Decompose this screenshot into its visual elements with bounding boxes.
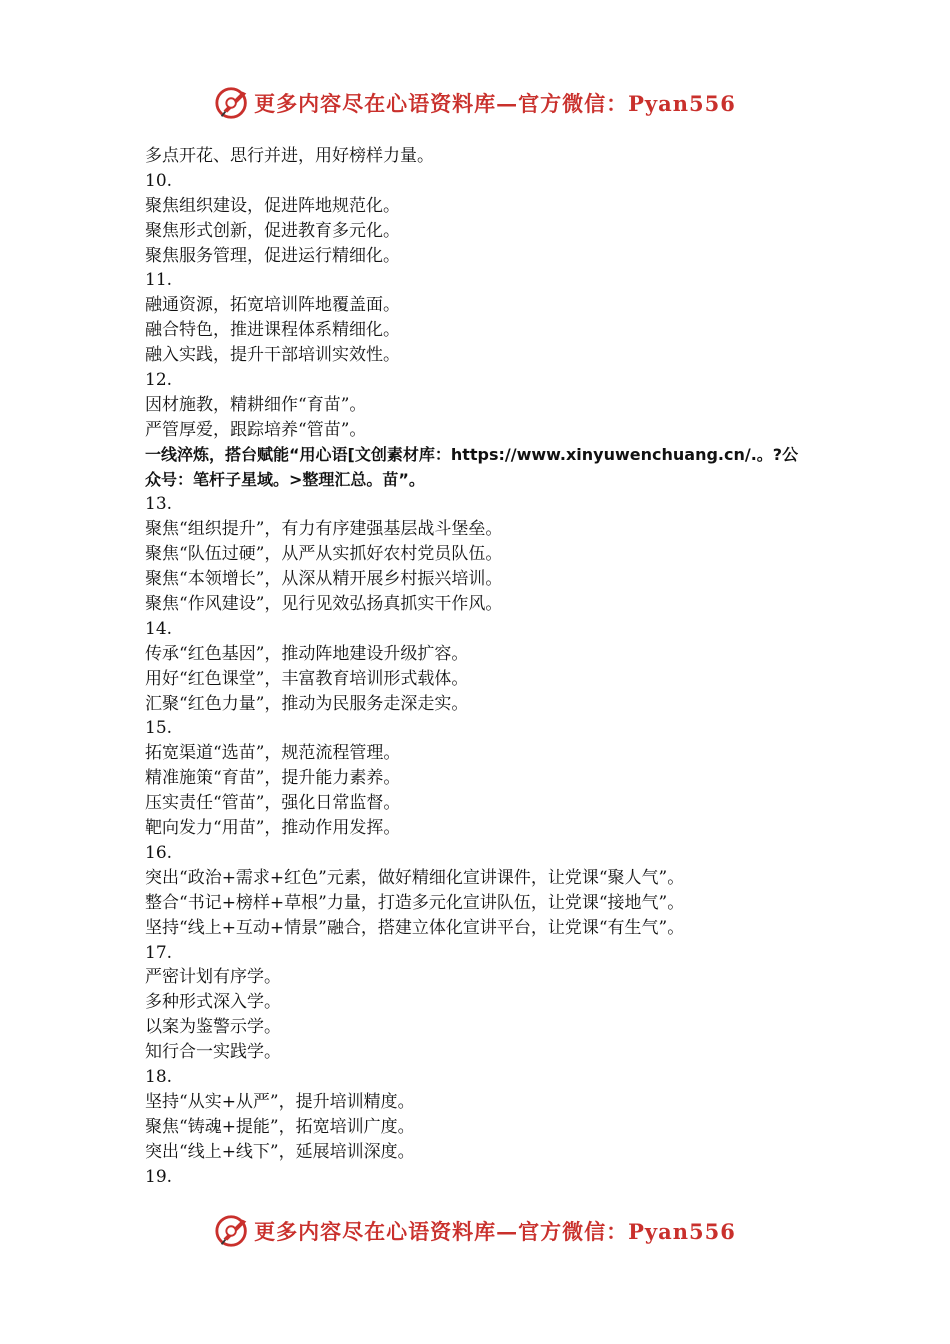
text-line: 因材施教，精耕细作“育苗”。 bbox=[145, 394, 367, 415]
text-line: 聚焦服务管理，促进运行精细化。 bbox=[145, 245, 400, 266]
header-banner-text: 更多内容尽在心语资料库—官方微信：Pyan556 bbox=[254, 91, 736, 116]
footer-banner-text: 更多内容尽在心语资料库—官方微信：Pyan556 bbox=[254, 1219, 736, 1244]
item-number: 18. bbox=[145, 1066, 173, 1087]
item-number: 10. bbox=[145, 170, 173, 191]
text-line: 知行合一实践学。 bbox=[145, 1042, 281, 1063]
text-line: 以案为鉴警示学。 bbox=[145, 1017, 281, 1038]
text-line: 压实责任“管苗”，强化日常监督。 bbox=[145, 793, 401, 814]
item-number: 17. bbox=[145, 942, 173, 963]
item-number: 15. bbox=[145, 718, 173, 739]
text-line: 严密计划有序学。 bbox=[145, 967, 281, 988]
text-line: 传承“红色基因”，推动阵地建设升级扩容。 bbox=[145, 643, 469, 664]
text-line: 严管厚爱，跟踪培养“管苗”。 bbox=[145, 419, 367, 440]
item-number: 11. bbox=[145, 270, 173, 291]
text-line: 突出“政治+需求+红色”元素，做好精细化宣讲课件，让党课“聚人气”。 bbox=[145, 867, 685, 888]
text-line: 用好“红色课堂”，丰富教育培训形式载体。 bbox=[145, 668, 469, 689]
text-line: 聚焦“队伍过硬”，从严从实抓好农村党员队伍。 bbox=[145, 544, 503, 565]
promo-line: 一线淬炼，搭台赋能“用心语[文创素材库：https://www.xinyuwenchuang.cn/.。?公 bbox=[145, 444, 799, 464]
header-banner bbox=[0, 83, 950, 123]
quill-pen-logo-icon bbox=[214, 84, 252, 122]
text-line: 聚焦“铸魂+提能”，拓宽培训广度。 bbox=[145, 1116, 415, 1137]
text-line: 聚焦“组织提升”，有力有序建强基层战斗堡垒。 bbox=[145, 519, 503, 540]
text-line: 多种形式深入学。 bbox=[145, 992, 281, 1013]
text-line: 融合特色，推进课程体系精细化。 bbox=[145, 320, 400, 341]
text-line: 突出“线上+线下”，延展培训深度。 bbox=[145, 1141, 415, 1162]
text-line: 聚焦形式创新，促进教育多元化。 bbox=[145, 220, 400, 241]
text-line: 坚持“从实+从严”，提升培训精度。 bbox=[145, 1091, 415, 1112]
text-line: 精准施策“育苗”，提升能力素养。 bbox=[145, 768, 401, 789]
item-number: 16. bbox=[145, 842, 173, 863]
item-number: 14. bbox=[145, 618, 173, 639]
text-line: 融通资源，拓宽培训阵地覆盖面。 bbox=[145, 295, 400, 316]
text-line: 多点开花、思行并进，用好榜样力量。 bbox=[145, 146, 434, 166]
text-line: 拓宽渠道“选苗”，规范流程管理。 bbox=[145, 743, 401, 764]
text-line: 融入实践，提升干部培训实效性。 bbox=[145, 345, 400, 366]
promo-line: 众号：笔杆子星域。>整理汇总。苗”。 bbox=[145, 469, 425, 489]
text-line: 整合“书记+榜样+草根”力量，打造多元化宣讲队伍，让党课“接地气”。 bbox=[145, 892, 685, 913]
text-line: 靶向发力“用苗”，推动作用发挥。 bbox=[145, 818, 401, 839]
text-line: 汇聚“红色力量”，推动为民服务走深走实。 bbox=[145, 693, 469, 714]
item-number: 13. bbox=[145, 494, 173, 515]
quill-pen-logo-icon bbox=[214, 1212, 252, 1250]
footer-banner bbox=[0, 1211, 950, 1251]
item-number: 19. bbox=[145, 1166, 173, 1187]
text-line: 聚焦“作风建设”，见行见效弘扬真抓实干作风。 bbox=[145, 594, 503, 615]
document-body bbox=[145, 144, 825, 1189]
text-line: 坚持“线上+互动+情景”融合，搭建立体化宣讲平台，让党课“有生气”。 bbox=[145, 917, 685, 938]
item-number: 12. bbox=[145, 370, 173, 391]
text-line: 聚焦组织建设，促进阵地规范化。 bbox=[145, 195, 400, 216]
text-line: 聚焦“本领增长”，从深从精开展乡村振兴培训。 bbox=[145, 569, 503, 590]
